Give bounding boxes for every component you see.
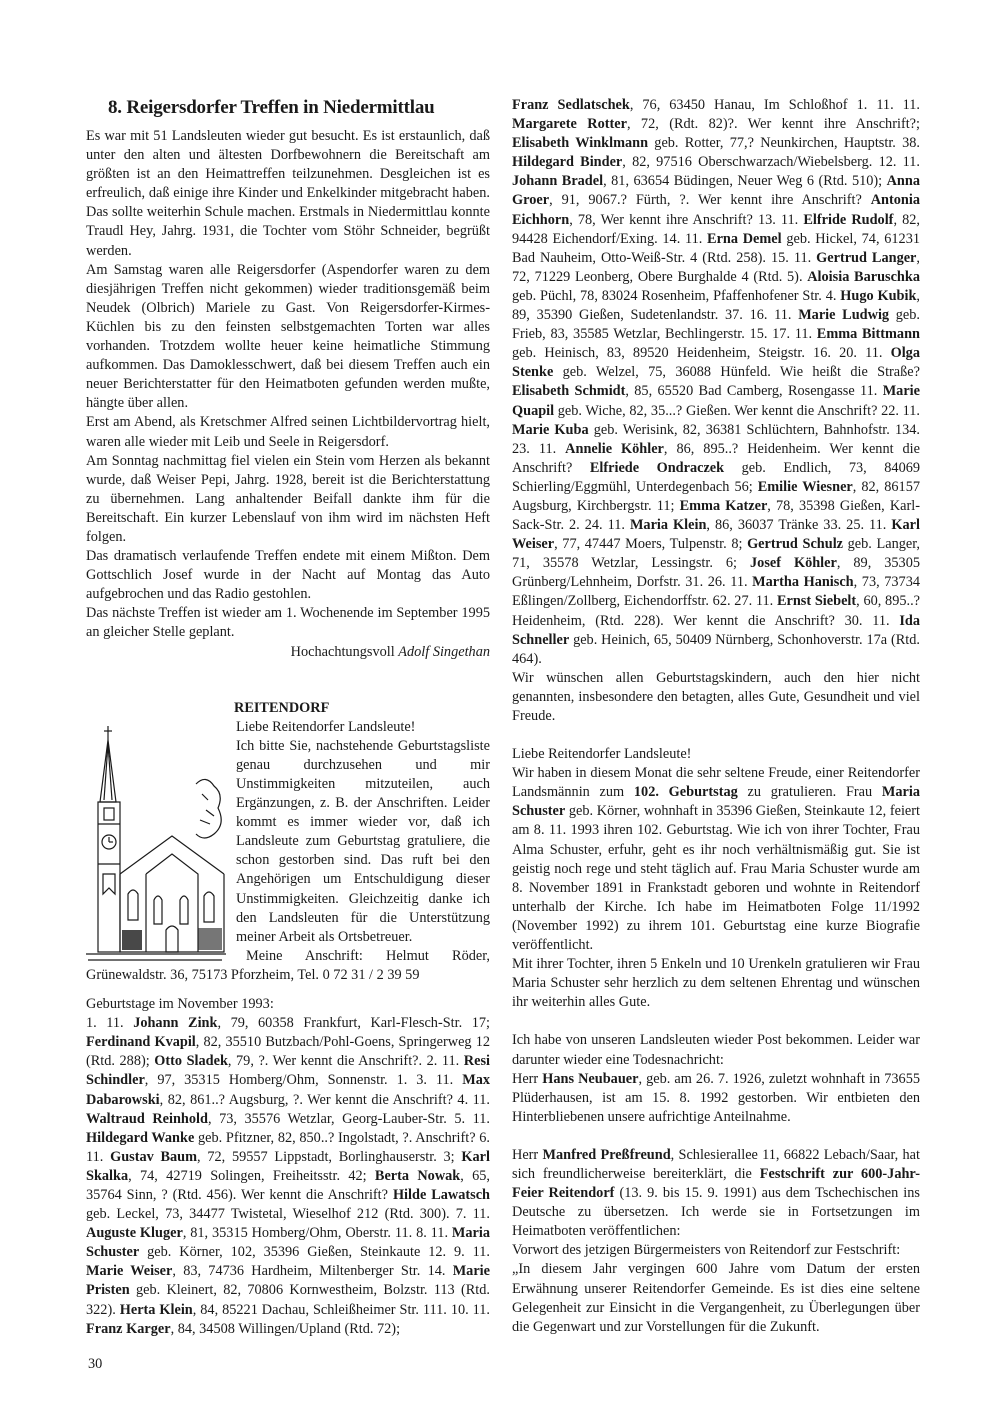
birthday-details: geb. Leckel, 73, 34477 Twistetal, Wieselhof 212 (Rtd. 300). [86,1206,456,1223]
birthday-date: 1. 11. [86,1015,134,1032]
birthday-details: geb. Heinich, 65, 50409 Nürnberg, Schonhoverstr. 17a (Rtd. 464). [512,631,920,667]
birthday-name: Josef Köhler [750,555,837,572]
festschrift-preface-label: Vorwort des jetzigen Bürgermeisters von Reitendorf zur Festschrift: [512,1242,901,1259]
birthday-name: Johann Bradel [512,173,604,190]
birthday-name: Marie Ludwig [798,307,890,324]
birthday-name: Ferdinand Kvapil [86,1034,196,1051]
birthday-date: 13. 11. [757,211,804,228]
reitendorf-address: Meine Anschrift: Helmut Röder, Grünewaldstr. 36, 75173 Pforzheim, Tel. 0 72 31 / 2 39 59 [86,947,490,983]
birthday-details: , 78, 35398 Gießen, Karl-Sack-Str. 2. [512,497,920,534]
birthday-details: , 78, Wer kennt ihre Anschrift? [569,211,758,228]
birthday-name: Hildegard Binder [512,154,623,171]
birthday-date: 7. 11. [455,1206,490,1223]
birthday-details: , 74, 42719 Solingen, Freiheitsstr. 42; [128,1167,375,1184]
festschrift-quote: „In diesem Jahr vergingen 600 Jahre vom Datum der ersten Erwähnung unserer Reitendorfer Gemeinde. Es ist dies eine seltene Gelegenheit zur Einsicht in die Vergangenheit, zu Überlegungen über die Gegenwart und zur Vorstellungen für die Zukunft. [512,1261,920,1335]
article-paragraph: Das dramatisch verlaufende Treffen endete mit einem Mißton. Dem Gottschlich Josef wurde in der Nacht auf Montag das Auto aufgebrochen und das Radio gestohlen. [86,548,490,603]
birthday-name: Marie Pristen [86,1263,490,1299]
birthday-date: 15. 11. [770,249,817,266]
festschrift-text: (13. 9. bis 15. 9. 1991) aus dem Tschechischen ins Deutsche zu übersetzen. Ich werde sie in Fortsetzungen im Heimatboten veröffentlichen: [512,1185,920,1240]
birthdays-closing: Wir wünschen allen Geburtstagskindern, auch den hier nicht genannten, insbesondere den betagten, alles Gute, Gesundheit und viel Freude. [512,669,920,724]
article-paragraph: Erst am Abend, als Kretschmer Alfred seinen Lichtbildervortrag hielt, waren alle wieder mit Leib und Seele in Reigersdorf. [86,414,490,450]
birthday-details: , 89, 35305 Grünberg/Lehnheim, Dorfstr. 31. [512,555,920,591]
birthday-name: Aloisia Baruschka [807,268,920,285]
birthday-details: geb. Heinisch, 83, 89520 Heidenheim, Steigstr. 16. [512,345,840,362]
birthday-name: Emilie Wiesner [757,478,853,495]
letter-bold: Maria Schuster [512,784,920,820]
birthday-details: geb. Kleinert, 82, 70806 Kornwestheim, Bolzstr. 113 (Rtd. 322). [86,1282,490,1318]
birthday-name: Elisabeth Schmidt [512,383,626,400]
birthday-details: , 85, 65520 Bad Camberg, Rosengasse 11. [625,383,883,400]
birthdays-title: Geburtstage im November 1993: [86,996,274,1013]
festschrift-paragraph [512,1146,920,1241]
birthday-details: geb. Rotter, 77,? Neunkirchen, Hauptstr. 38. [648,135,920,152]
birthday-details: , 82, 861..? Augsburg, ?. Wer kennt die Anschrift? [159,1091,458,1108]
letter-paragraph: Mit ihrer Tochter, ihren 5 Enkeln und 10 Urenkeln gratulieren wir Frau Maria Schuster sehr herzlich zu dem seltenen Ehrentag und wünschen ihr weiterhin alles Gute. [512,956,920,1011]
birthday-date: 27. 11. [734,593,777,610]
birthday-name: Elisabeth Winklmann [512,135,649,152]
birthday-details: geb. Werisink, 82, 36381 Schlüchtern, Bahnhofstr. 134. [588,421,920,438]
birthday-name: Ernst Siebelt [776,593,857,610]
birthday-details: , 82, 86157 Augsburg, Kirchbergstr. 11; [512,478,920,514]
article-paragraph: Am Sonntag nachmittag fiel vielen ein Stein vom Herzen als bekannt wurde, daß Weiser Pepi, Jahrg. 1928, bereit ist die Berichterstattung zu übernehmen. Lang anhaltender Beifall dankte ihm für die Bereitschaft. Ein kurzer Lebenslauf von ihm wird im nächsten Heft folgen. [86,452,490,545]
reitendorf-heading: REITENDORF [234,699,330,716]
birthday-name: Gertrud Langer [816,249,917,266]
birthday-details: , 72, 59557 Lippstadt, Borlinghauserstr. 3; [197,1148,462,1165]
letter-bold: 102. Geburtstag [633,784,738,801]
birthday-date: 23. 11. [512,440,566,457]
birthday-name: Emma Katzer [679,497,768,514]
birthday-details: , 72, (Rdt. 82)?. Wer kennt ihre Anschrift?; [626,116,920,133]
death-notice-text: , geb. am 26. 7. 1926, zuletzt wohnhaft in 73655 Plüderhausen, ist am 15. 8. 1992 gestorben. Wir entbieten den Hinterbliebenen unsere aufrichtige Anteilnahme. [512,1070,920,1125]
birthday-date: 30. 11. [844,612,900,629]
festschrift-text: , Schlesierallee 11, 66822 Lebach/Saar, hat sich freundlicherweise bereiterklärt, die [512,1146,920,1182]
signoff-author: Adolf Singethan [398,643,490,660]
birthday-details: geb. Hickel, 74, 61231 Bad Nauheim, Otto-Weiß-Str. 4 (Rtd. 258). [512,230,920,266]
birthday-details: , 82, 35510 Butzbach/Pohl-Goens, Springerweg 12 (Rtd. 288); [86,1034,490,1070]
birthday-date: 26. 11. [707,574,753,591]
birthday-list [86,1014,490,1339]
birthday-date: 24. 11. [584,517,630,534]
birthday-name: Elfriede Ondraczek [589,459,725,476]
birthday-name: Emma Bittmann [816,326,920,343]
death-notice-prefix: Herr [512,1070,543,1087]
birthday-details: , 84, 34508 Willingen/Upland (Rtd. 72); [170,1320,401,1337]
birthday-details: , 77, 47447 Moers, Tulpenstr. 8; [554,536,748,553]
left-column [86,96,490,1339]
birthday-name: Anna Groer [512,173,920,209]
birthday-details: , 73, 35576 Wetzlar, Georg-Lauber-Str. [207,1110,455,1127]
birthday-details: geb. Wiche, 82, 35...? Gießen. Wer kennt die Anschrift? [554,402,882,419]
birthday-details: , 82, 97516 Oberschwarzach/Wiebelsberg. [622,154,879,171]
birthday-name: Berta Nowak [374,1167,461,1184]
birthday-name: Franz Karger [86,1320,171,1337]
article-paragraph: Am Samstag waren alle Reigersdorfer (Aspendorfer waren zu dem diesjährigen Treffen nicht gekommen) wieder traditionsgemäß beim Neudek (Olbrich) Mariele zu Gast. Von Reigersdorfer-Kirmes-Küchlen bis zu den feinsten selbstgemachten Torten war alles vorhanden. Trotzdem wollte heuer keine heimatliche Stimmung aufkommen. Das Damoklesschwert, daß bei diesem Treffen auch ein neuer Berichterstatter für den Heimatboten gefunden werden mußte, hängte über allen. [86,261,490,412]
birthday-details: , 79, ?. Wer kennt die Anschrift?. [227,1053,427,1070]
birthday-name: Karl Skalka [86,1148,490,1184]
birthday-date: 20. 11. [839,345,891,362]
birthday-name: Max Dabarowski [86,1072,490,1108]
birthday-date: 25. 11. [846,517,892,534]
birthday-date: 9. 11. [454,1244,490,1261]
birthday-details: , 84, 85221 Dachau, Schleißheimer Str. 111. [192,1301,451,1318]
birthday-date: 3. 11. [416,1072,463,1089]
birthday-list-continued [512,96,920,669]
birthday-name: Hilde Lawatsch [392,1186,490,1203]
signoff-greeting: Hochachtungsvoll [290,643,395,660]
letter-greeting: Liebe Reitendorfer Landsleute! [512,746,692,763]
birthday-details: , 82, 94428 Eichendorf/Exing. [512,211,920,247]
birthday-name: Maria Schuster [86,1225,491,1261]
birthday-date: 2. 11. [426,1053,464,1070]
church-illustration [86,724,226,966]
birthday-details: , 72, 71229 Leonberg, Obere Burghalde 4 (Rtd. 5). [512,249,920,285]
birthday-details: , 97, 35315 Homberg/Ohm, Sonnenstr. 1. [144,1072,417,1089]
birthday-details: , 86, 36037 Tränke 33. [706,517,847,534]
birthday-name: Maria Klein [629,517,707,534]
birthday-name: Annelie Köhler [565,440,664,457]
birthday-details: geb. Langer, 71, 35578 Wetzlar, Lessingstr. 6; [512,536,920,572]
festschrift-title: Festschrift zur 600-Jahr-Feier Reitendorf [512,1165,920,1202]
article-paragraph: Das nächste Treffen ist wieder am 1. Wochenende im September 1995 an gleicher Stelle geplant. [86,605,490,641]
birthday-details: , 89, 35390 Gießen, Sudetenlandstr. 37. [512,287,920,324]
signoff [86,643,490,662]
birthday-name: Margarete Rotter [512,116,627,133]
birthday-name: Antonia Eichhorn [512,192,920,228]
birthday-details: , 81, 35315 Homberg/Ohm, Oberstr. 11. [182,1225,417,1242]
birthday-date: 10. 11. [450,1301,490,1318]
birthday-details: geb. Welzel, 75, 36088 Hünfeld. Wie heißt die Straße? [553,364,920,381]
birthday-name: Olga Stenke [512,345,920,381]
letter-text: geb. Körner, wohnhaft in 35396 Gießen, Steinkaute 12, feiert am 8. 11. 1993 ihren 102. Geburtstag. Wie ich von ihrer Tochter, Frau Alma Schuster, erfuhr, geht es ihr noch verhältnismäßig gut. Sie ist geistig noch rege und steht täglich auf. Frau Maria Schuster wurde am 8. November 1891 in Frankstadt geboren und wohnte in Reitendorf unterhalb der Kirche. Ich habe im Heimatboten Folge 11/1992 (November 1992) zu ihrem 101. Geburtstag eine kurze Biografie veröffentlicht. [512,803,920,954]
article-heading: 8. Reigersdorfer Treffen in Niedermittlau [108,97,435,118]
birthday-details: , 91, 9067.? Fürth, ?. Wer kennt ihre Anschrift? [549,192,871,209]
death-notice [512,1070,920,1127]
birthday-details: geb. Püchl, 78, 83024 Rosenheim, Pfaffenhofener Str. 4. [512,287,841,304]
birthday-details: geb. Pfitzner, 82, 850..? Ingolstadt, ?. Anschrift? [194,1129,480,1146]
birthday-name: Karl Weiser [512,517,920,553]
reitendorf-greeting: Liebe Reitendorfer Landsleute! [236,718,416,735]
birthday-details: , 65, 35764 Sinn, ? (Rtd. 456). Wer kennt die Anschrift? [86,1167,490,1203]
festschrift-prefix: Herr [512,1146,543,1163]
birthday-date: 11. 11. [876,97,920,113]
birthday-name: Auguste Kluger [86,1225,183,1242]
birthday-name: Waltraud Reinhold [86,1110,208,1127]
right-column [512,96,920,1337]
page-number: 30 [88,1356,103,1372]
deceased-name: Hans Neubauer [542,1070,639,1087]
letter-paragraph [512,764,920,955]
birthday-details: geb. Körner, 102, 35396 Gießen, Steinkaute 12. [139,1244,455,1261]
birthday-date: 8. 11. [416,1225,452,1242]
birthday-name: Elfride Rudolf [803,211,894,228]
letter-text: Wir haben in diesem Monat die sehr seltene Freude, einer Reitendorfer Landsmännin zum [512,765,920,801]
birthday-details: , 73, 73734 Eßlingen/Zollberg, Eichendorffstr. 62. [512,574,920,610]
birthday-details: , 81, 63654 Büdingen, Neuer Weg 6 (Rtd. 510); [603,173,887,190]
birthday-name: Resi Schindler [86,1053,490,1089]
birthday-date: 17. 11. [772,326,817,343]
birthday-name: Erna Demel [707,230,782,247]
birthday-details: , 86, 895..? Heidenheim. Wer kennt die Anschrift? [512,440,921,476]
birthday-name: Gertrud Schulz [747,536,844,553]
birthday-details: , 83, 74736 Hardheim, Miltenberger Str. 14. [172,1263,453,1280]
birthday-details: , 60, 895..? Heidenheim, (Rtd. 228). Wer kennt die Anschrift? [512,593,920,629]
birthday-date: 12. 11. [878,154,920,171]
birthday-name: Marie Quapil [512,383,920,419]
birthday-name: Franz Sedlatschek [512,97,630,113]
translator-name: Manfred Preßfreund [542,1146,671,1163]
birthday-name: Hugo Kubik [840,287,917,304]
letter-text: zu gratulieren. Frau [737,784,882,801]
birthday-name: Herta Klein [119,1301,193,1318]
birthday-date: 6. 11. [86,1129,491,1165]
birthday-name: Marie Weiser [86,1263,173,1280]
birthday-name: Hildegard Wanke [86,1129,195,1146]
reitendorf-intro: Ich bitte Sie, nachstehende Geburtstagsliste genau durchzusehen und mir Unstimmigkeiten mitzuteilen, auch Ergänzungen, z. B. der Anschriften. Leider kommt es immer wieder vor, daß ich Landsleute zum Geburtstag gratuliere, die schon gestorben sind. Das ruft bei den Angehörigen um Entschuldigung dieser Unstimmigkeiten. Gleichzeitig danke ich den Landsleuten für die Unterstützung meiner Arbeit als Ortsbetreuer. [236,737,490,945]
birthday-name: Ida Schneller [512,612,920,648]
birthday-date: 22. 11. [881,402,920,419]
birthday-date: 5. 11. [454,1110,490,1127]
death-notice-intro: Ich habe von unseren Landsleuten wieder Post bekommen. Leider war darunter wieder eine Todesnachricht: [512,1032,920,1068]
birthday-name: Marie Kuba [512,421,589,438]
birthday-name: Gustav Baum [110,1148,198,1165]
birthday-details: geb. Frieb, 83, 35585 Wetzlar, Bechlingerstr. 15. [512,307,920,343]
birthday-date: 14. 11. [662,230,708,247]
birthday-date: 16. 11. [749,307,799,324]
birthday-date: 4. 11. [457,1091,490,1108]
article-paragraph: Es war mit 51 Landsleuten wieder gut besucht. Es ist erstaunlich, daß unter den alten und ältesten Dorfbewohnern die Bereitschaft am größten ist an den Heimattreffen teilzunehmen. Desgleichen ist es erfreulich, daß einige ihre Kinder und Enkelkinder mitgebracht haben. Das sollte weiterhin Schule machen. Erstmals in Niedermittlau konnte Traudl Hey, Jahrg. 1931, die Tochter vom Stöhr Schneider, begrüßt werden. [86,128,490,259]
birthday-details: , 76, 63450 Hanau, Im Schloßhof 1. [629,97,877,113]
birthday-name: Martha Hanisch [752,574,854,591]
birthday-name: Johann Zink [133,1015,218,1032]
birthday-name: Otto Sladek [154,1053,228,1070]
birthday-details: , 79, 60358 Frankfurt, Karl-Flesch-Str. 17; [217,1015,491,1032]
birthday-details: geb. Endlich, 73, 84069 Schierling/Eggmühl, Unterdegenbach 56; [512,459,921,495]
reitendorf-section [86,699,490,985]
